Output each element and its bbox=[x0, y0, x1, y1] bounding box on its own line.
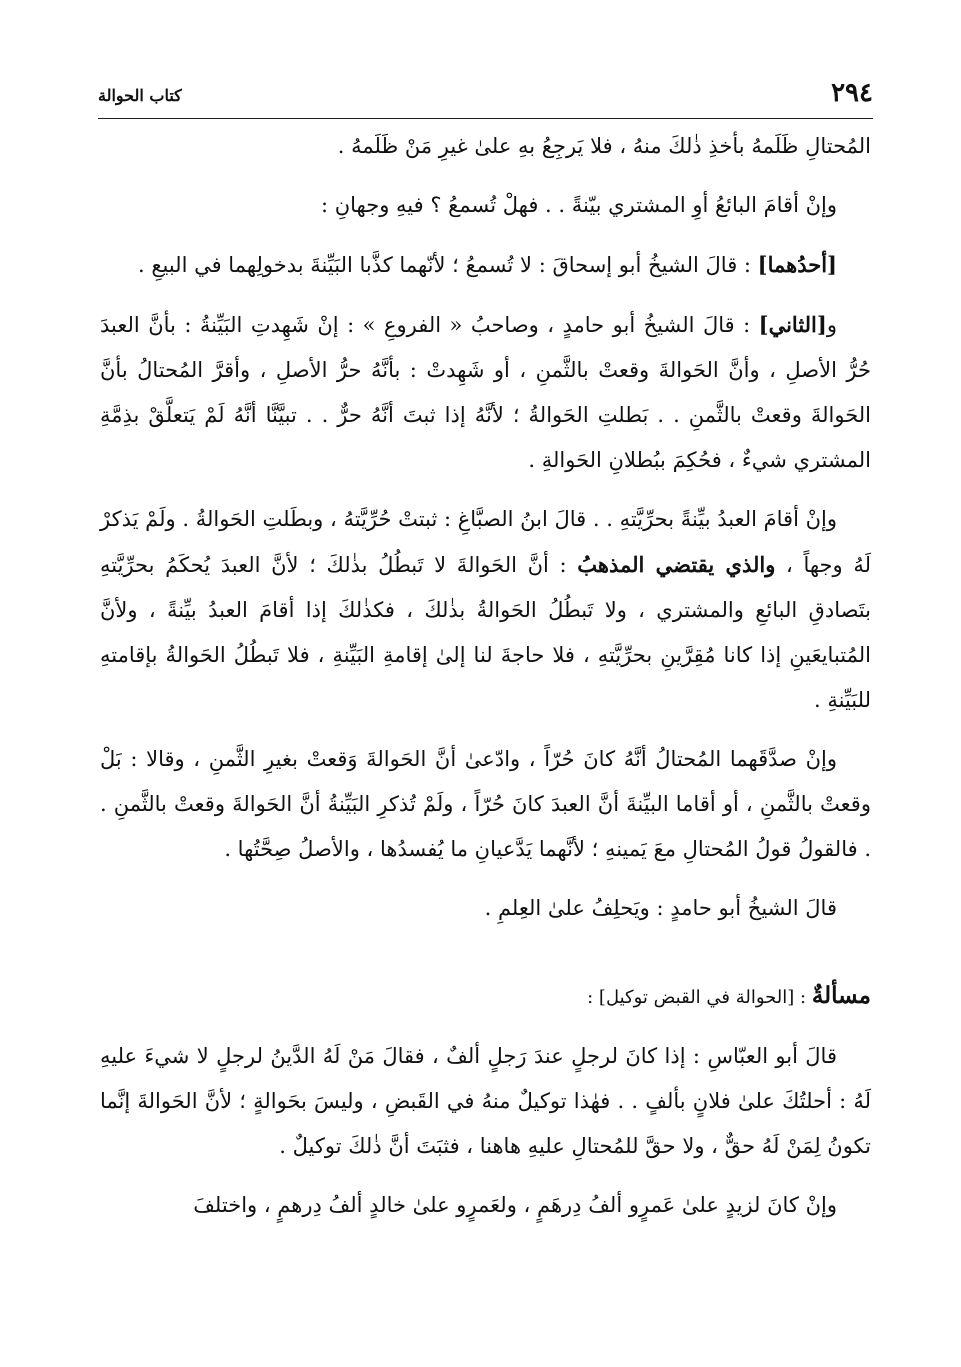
paragraph-3 bbox=[100, 242, 871, 288]
page-header bbox=[98, 78, 873, 112]
page-body bbox=[100, 124, 871, 1242]
paragraph-5 bbox=[100, 497, 871, 723]
header-rule bbox=[98, 118, 873, 119]
first-view-text: : قالَ الشيخُ أبو إسحاقَ : لا تُسمعُ ؛ لأنّهما كذَّبا البَيِّنةَ بدخولِهما في البيعِ . bbox=[137, 253, 758, 277]
paragraph-6: وإنْ صدَّقَهما المُحتالُ أنَّهُ كانَ حُرّاً ، وادّعىٰ أنَّ الحَوالةَ وَقعتْ بغيرِ الثَّمنِ ، وقالا : بَلْ وقعتْ بالثَّمنِ ، أو أقاما البيِّنةَ أنَّ العبدَ كانَ حُرّاً ، ولَمْ تُذكرِ البَيِّنةُ أنَّ الحَوالةَ وقعتْ بالثَّمنِ . . فالقولُ قولُ المُحتالِ معَ يَمينهِ ؛ لأنَّهما يَدَّعيانِ ما يُفسدُها ، والأصلُ صِحَّتُها . bbox=[100, 747, 871, 861]
madhhab-phrase: والذي يقتضي المذهبُ bbox=[577, 552, 776, 577]
masala-subtitle: : [الحوالة في القبض توكيل] : bbox=[587, 987, 812, 1008]
paragraph-5-part-a: وإنْ أقامَ العبدُ بيِّنةً بحرِّيَّتهِ . . قالَ ابنُ الصبَّاغِ : ثبتتْ حُرِّيَّتهُ ، وبطَلتِ الحَوالةُ . ولَمْ يَذكرْ لَهُ وجهاً ، bbox=[100, 507, 871, 577]
second-view-text: : قالَ الشيخُ أبو حامدٍ ، وصاحبُ « الفروعِ » : إنْ شَهِدتِ البَيِّنةُ : بأنَّ العبدَ حُرُّ الأصلِ ، وأنَّ الحَوالةَ وقعتْ بالثَّمنِ ، أو شَهِدتْ : بأنَّهُ حرُّ الأصلِ ، وأقرَّ المُحتالُ بأنَّ الحَوالةَ وقعتْ بالثَّمنِ . . بَطلتِ الحَوالةُ ؛ لأنَّهُ إذا ثبتَ أنَّهُ حرٌّ . . تبيَّنَّا أنَّهُ لَمْ يَتعلَّقْ بذِمَّةِ المشتري شيءٌ ، فحُكِمَ ببُطلانِ الحَوالةِ . bbox=[100, 313, 871, 472]
page-number: ٢٩٤ bbox=[831, 78, 873, 108]
first-view-label: [أحدُهما] bbox=[757, 252, 837, 277]
paragraph-1: المُحتالِ ظَلَمهُ بأخذِ ذٰلكَ منهُ ، فلا يَرجِعُ بهِ علىٰ غيرِ مَنْ ظَلَمهُ . bbox=[337, 134, 871, 158]
paragraph-8: قالَ أبو العبّاسِ : إذا كانَ لرجلٍ عندَ رَجلٍ ألفٌ ، فقالَ مَنْ لَهُ الدَّينُ لرجلٍ لا شيءَ عليهِ لَهُ : أحلتُكَ علىٰ فلانٍ بألفٍ . . فهٰذا توكيلٌ منهُ في القَبضِ ، وليسَ بحَوالةٍ ؛ لأنَّ الحَوالةَ إنَّما تكونُ لِمَنْ لَهُ حقٌّ ، ولا حقَّ للمُحتالِ عليهِ هاهنا ، فثبَتَ أنَّ ذٰلكَ توكيلٌ . bbox=[100, 1044, 871, 1158]
paragraph-9: وإنْ كانَ لزيدٍ علىٰ عَمرٍو ألفُ دِرهَمٍ ، ولعَمرٍو علىٰ خالدٍ ألفُ دِرهمٍ ، واختلفَ bbox=[193, 1193, 837, 1217]
paragraph-5-part-b: : أنَّ الحَوالةَ لا تَبطُلُ بذٰلكَ ؛ لأنَّ العبدَ يُحكَمُ بحرِّيَّتهِ بتَصادقِ البائعِ والمشتري ، ولا تَبطُلُ الحَوالةُ بذٰلكَ ، فكذٰلكَ إذا أقامَ العبدُ بيِّنةً ، ولأنَّ المُتبايعَينِ إذا كانا مُقِرَّينِ بحرِّيَّتهِ ، فلا حاجةَ لنا إلىٰ إقامةِ البَيِّنةِ ، فلا تَبطُلُ الحَوالةُ بإقامتهِ للبَيِّنةِ . bbox=[100, 553, 871, 712]
waw-prefix: و bbox=[826, 313, 837, 337]
masala-heading bbox=[100, 973, 871, 1020]
second-view-label: [الثاني] bbox=[758, 312, 827, 337]
masala-title: مسألةٌ bbox=[811, 982, 871, 1009]
running-title: كتاب الحوالة bbox=[98, 86, 182, 105]
paragraph-7: قالَ الشيخُ أبو حامدٍ : ويَحلِفُ علىٰ العِلمِ . bbox=[484, 896, 837, 920]
paragraph-4 bbox=[100, 302, 871, 483]
paragraph-2: وإنْ أقامَ البائعُ أوِ المشتري بيّنةً . . فهلْ تُسمعُ ؟ فيهِ وجهانِ : bbox=[320, 193, 837, 217]
